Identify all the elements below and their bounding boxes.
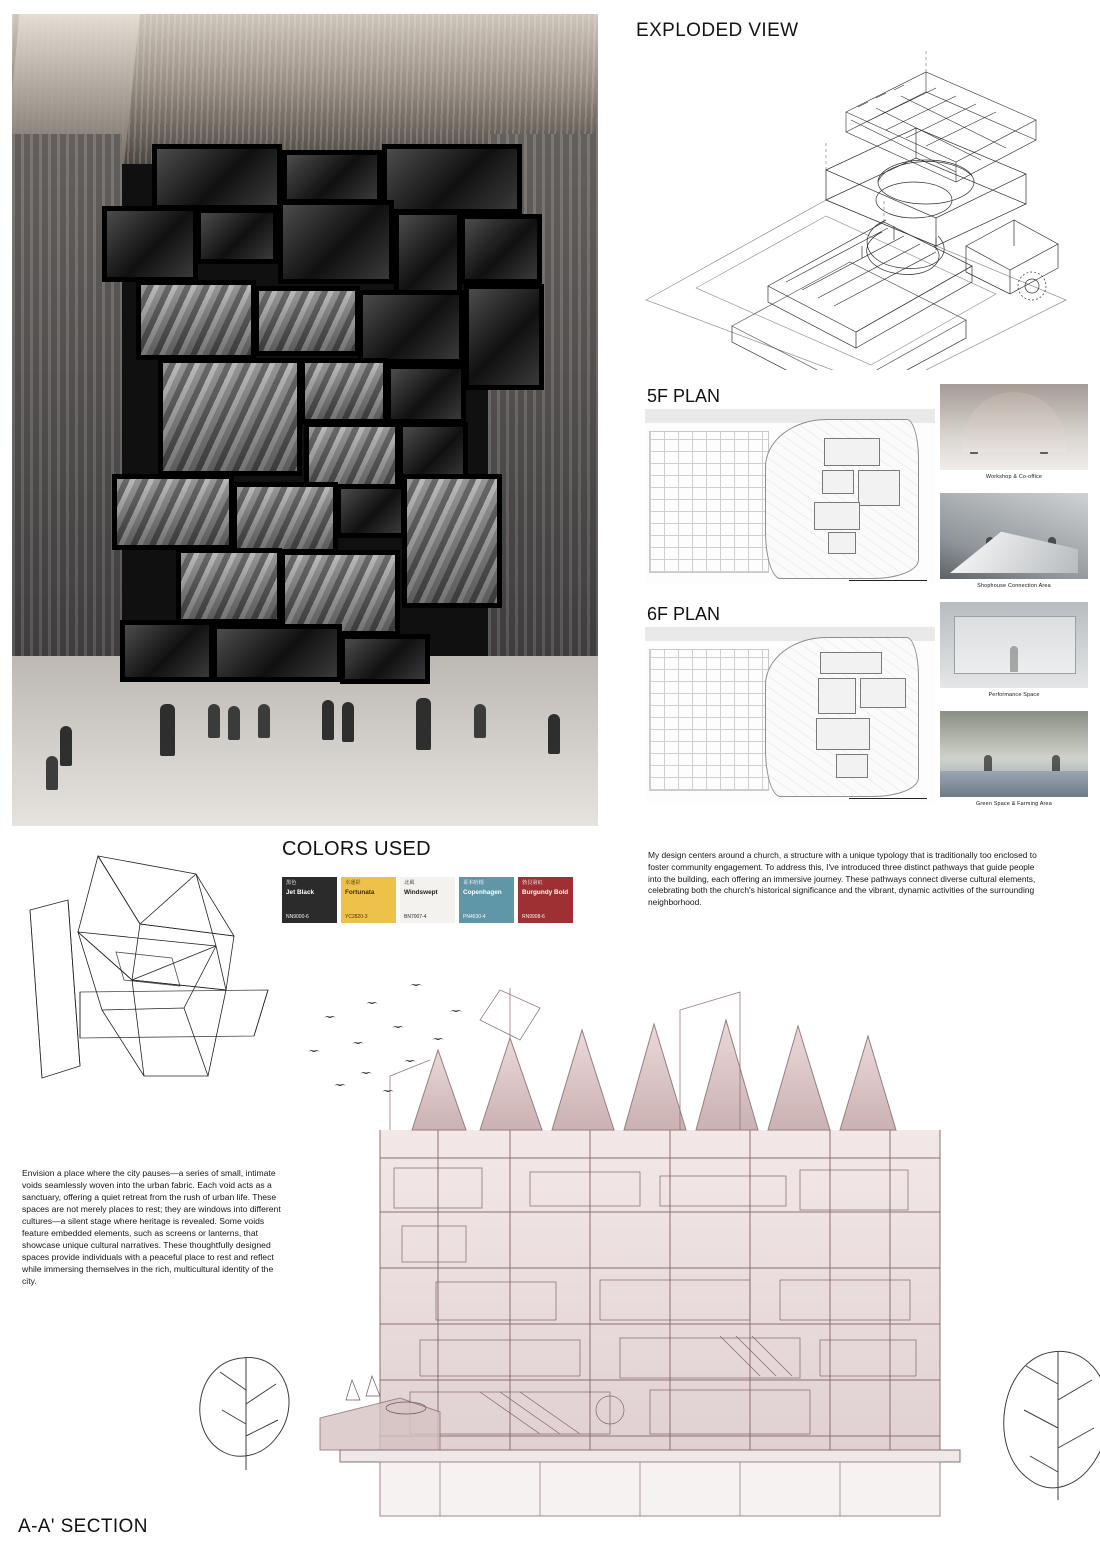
plan-scale-bar [849,580,927,581]
swatch-name: Windswept [404,889,438,896]
aa-section-drawing [180,980,1100,1540]
render-thumb [940,711,1088,811]
render-scene [940,493,1088,579]
swatch-code: NN9000-6 [286,914,309,920]
render-scene [940,602,1088,688]
design-statement-right: My design centers around a church, a structure with a unique typology that is traditionally too enclosed to foster community engagement. To address this, I've introduced three distinct pathways that guide people into the building, each offering an immersive journey. These pathways connect diverse cultural elements, celebrating both the church's historical significance and the vibrant, dynamic activities of the surrounding neighborhood. [648,850,1037,907]
plan-building-outline [765,637,919,797]
figure [322,700,334,740]
figure [416,698,431,750]
figure [160,704,175,756]
plan-context-grid [649,649,769,791]
render-caption: Shophouse Connection Area [940,579,1088,593]
render-caption: Performance Space [940,688,1088,702]
swatch-cn-name: 哥本哈根 [463,880,484,886]
color-swatch [282,877,337,923]
plan-6f-title: 6F PLAN [647,604,721,624]
swatch-code: YC2820-3 [345,914,368,920]
plan-5f-drawing [645,409,935,585]
plan-5f-title: 5F PLAN [647,386,721,406]
render-thumb [940,493,1088,593]
void-facade-grid [72,144,542,704]
figure [548,714,560,754]
swatch-cn-name: 幸運彩 [345,880,361,886]
plan-6f-drawing [645,627,935,803]
figure [228,706,240,740]
render-thumb [940,384,1088,484]
figure [258,704,270,738]
render-thumb [940,602,1088,702]
swatch-code: BN7007-4 [404,914,427,920]
hero-render-image [12,14,598,826]
render-scene [940,384,1088,470]
swatch-cn-name: 北風 [404,880,415,886]
swatch-name: Jet Black [286,889,315,896]
color-swatch [400,877,455,923]
colors-used-section [282,838,612,948]
render-scene [940,711,1088,797]
section-title: A-A' SECTION [18,1516,148,1537]
color-swatch [518,877,573,923]
figure [46,756,58,790]
figure [208,704,220,738]
plan-scale-bar [849,798,927,799]
swatch-name: Burgundy Bold [522,889,569,896]
swatch-cn-name: 黑色 [286,880,297,886]
color-swatch [459,877,514,923]
plan-context-grid [649,431,769,573]
plan-building-outline [765,419,919,579]
exploded-axonometric-drawing [636,50,1088,370]
colors-used-title: COLORS USED [282,838,431,860]
render-caption: Green Space & Farming Area [940,797,1088,811]
design-statement-left: Envision a place where the city pauses—a series of small, intimate voids seamlessly woven into the urban fabric. Each void acts as a sanctuary, offering a quiet retreat from the rush of urban life. These spaces are not merely places to rest; they are windows into different cultures—a silent stage where heritage is revealed. Some voids feature embedded elements, such as screens or lanterns, that showcase unique cultural narratives. These thoughtfully designed spaces provide individuals with a peaceful place to rest and reflect while immersing themselves in the rich, multicultural identity of the city. [22,1167,281,1286]
swatch-cn-name: 勃艮第紅 [522,880,543,886]
render-caption: Workshop & Co-office [940,470,1088,484]
figure [60,726,72,766]
figure [342,702,354,742]
exploded-view-title: EXPLODED VIEW [636,20,799,41]
swatch-code: RN9908-6 [522,914,545,920]
exploded-view-section [636,20,1088,372]
swatch-name: Copenhagen [463,889,502,896]
color-swatch [341,877,396,923]
plan-5f-section [645,386,935,588]
plan-6f-section [645,604,935,816]
color-swatch-list [282,877,612,923]
interior-render-strip [940,384,1088,820]
swatch-name: Fortunata [345,889,375,896]
swatch-code: PN4630-4 [463,914,486,920]
figure [474,704,486,738]
